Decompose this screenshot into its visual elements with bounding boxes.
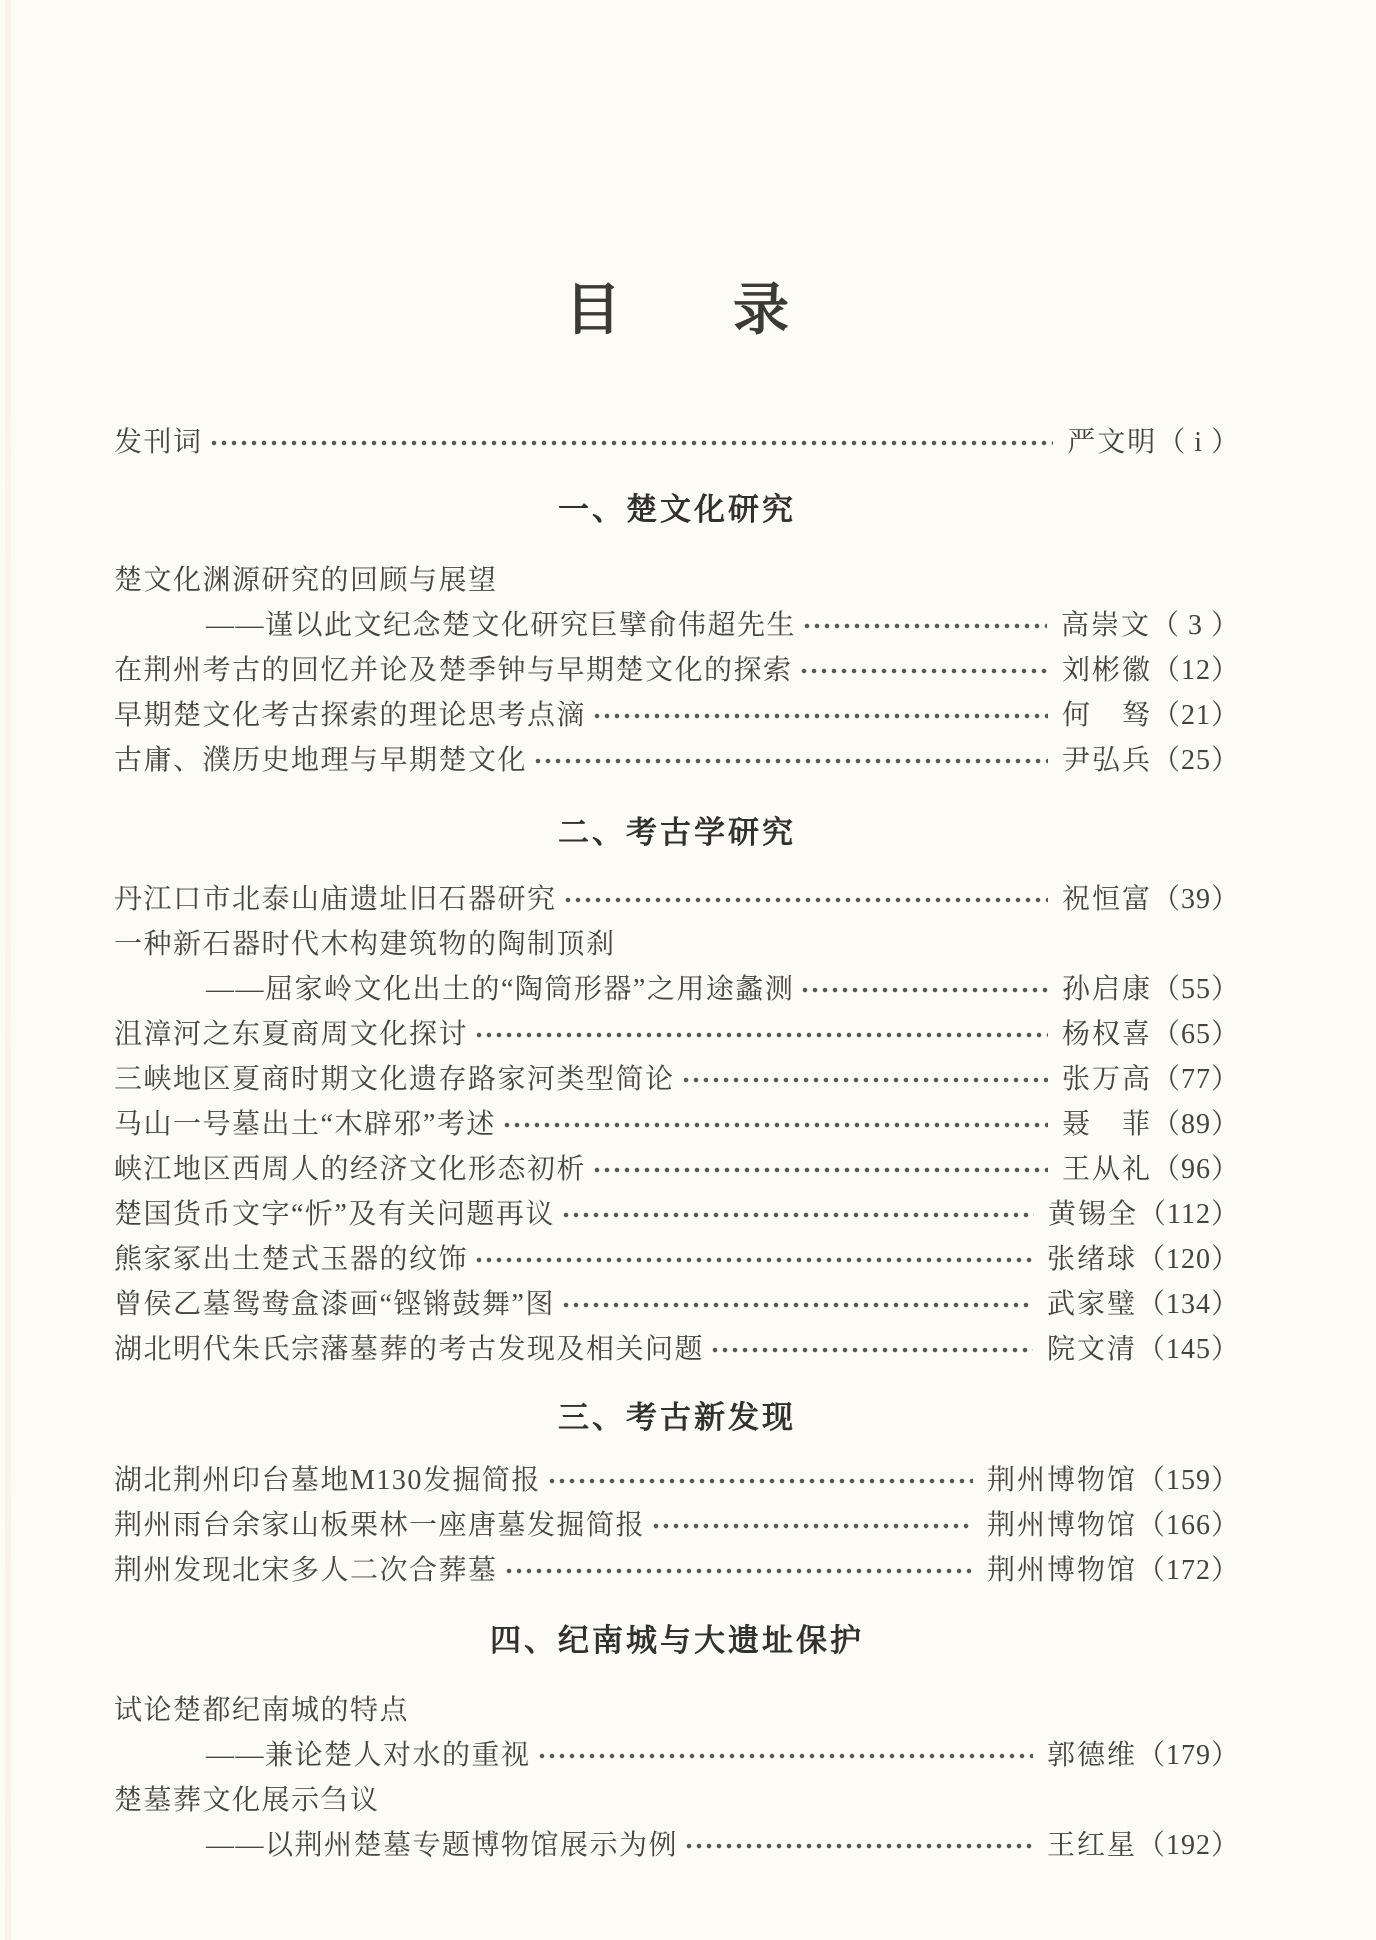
entry-title: 发刊词 — [114, 427, 203, 458]
toc-entry — [114, 1503, 1240, 1548]
dotted-leader — [535, 738, 1048, 783]
dotted-leader — [801, 648, 1048, 693]
toc-entry — [114, 922, 1240, 1012]
toc-entry — [114, 1102, 1240, 1147]
entry-title: 楚墓葬文化展示刍议 — [114, 1785, 380, 1816]
entry-title: 一种新石器时代木构建筑物的陶制顶刹 — [114, 929, 616, 960]
toc-entry — [114, 1327, 1240, 1372]
entry-page: （ i ） — [1157, 427, 1240, 458]
dotted-leader — [565, 877, 1048, 922]
dotted-leader — [476, 1012, 1048, 1057]
entry-page: （112） — [1138, 1199, 1240, 1230]
toc-entry — [114, 1147, 1240, 1192]
toc-entry — [114, 1688, 1240, 1778]
entry-title: 熊家冢出土楚式玉器的纹饰 — [114, 1244, 469, 1275]
entry-author: 王红星 — [1046, 1830, 1137, 1861]
dotted-leader — [712, 1327, 1033, 1372]
toc-entry — [114, 1057, 1240, 1102]
scan-edge-artifact — [5, 0, 11, 1940]
entry-page: （120） — [1136, 1244, 1240, 1275]
entry-author: 祝恒富 — [1061, 884, 1152, 915]
entry-page: （12） — [1151, 655, 1240, 686]
entry-page: （65） — [1151, 1019, 1240, 1050]
section-heading-3: 三、考古新发现 — [558, 1400, 796, 1435]
toc-entry — [114, 1012, 1240, 1057]
toc-entry — [114, 558, 1240, 648]
toc-entry — [114, 420, 1240, 465]
entry-author: 荆州博物馆 — [986, 1555, 1137, 1586]
section-heading-4: 四、纪南城与大遗址保护 — [490, 1623, 864, 1658]
entry-title: 古庸、濮历史地理与早期楚文化 — [114, 745, 528, 776]
section-heading-2: 二、考古学研究 — [558, 815, 796, 850]
dotted-leader — [504, 1102, 1048, 1147]
entry-title: 湖北荆州印台墓地M130发掘简报 — [114, 1465, 541, 1496]
entry-author: 郭德维 — [1046, 1740, 1137, 1771]
dotted-leader — [506, 1548, 973, 1593]
entry-title: 沮漳河之东夏商周文化探讨 — [114, 1019, 469, 1050]
entry-page: （ 3 ） — [1150, 610, 1240, 641]
dotted-leader — [594, 693, 1048, 738]
dotted-leader — [211, 420, 1054, 465]
dotted-leader — [539, 1733, 1033, 1778]
toc-entry — [114, 1282, 1240, 1327]
dotted-leader — [563, 1192, 1034, 1237]
entry-page: （96） — [1151, 1154, 1240, 1185]
entry-page: （89） — [1151, 1109, 1240, 1140]
entry-author: 聂 菲 — [1061, 1109, 1152, 1140]
section-entries-3 — [114, 1458, 1240, 1593]
dotted-leader — [802, 967, 1048, 1012]
entry-subtitle: ——谨以此文纪念楚文化研究巨擘俞伟超先生 — [206, 610, 797, 641]
entry-title: 马山一号墓出土“木辟邪”考述 — [114, 1109, 496, 1140]
entry-page: （179） — [1136, 1740, 1240, 1771]
entry-author: 荆州博物馆 — [986, 1465, 1137, 1496]
toc-entry — [114, 648, 1240, 693]
entry-subtitle: ——兼论楚人对水的重视 — [206, 1740, 531, 1771]
entry-title: 三峡地区夏商时期文化遗存路家河类型简论 — [114, 1064, 675, 1095]
entry-title: 峡江地区西周人的经济文化形态初析 — [114, 1154, 587, 1185]
toc-entry — [114, 693, 1240, 738]
entry-title: 试论楚都纪南城的特点 — [114, 1695, 410, 1726]
entry-author: 杨权喜 — [1061, 1019, 1152, 1050]
section-entries-2 — [114, 877, 1240, 1372]
entry-author: 孙启康 — [1061, 974, 1152, 1005]
entry-author: 严文明 — [1067, 427, 1158, 458]
entry-author: 张万高 — [1061, 1064, 1152, 1095]
entry-title: 湖北明代朱氏宗藩墓葬的考古发现及相关问题 — [114, 1334, 705, 1365]
toc-entry — [114, 738, 1240, 783]
entry-subtitle: ——以荆州楚墓专题博物馆展示为例 — [206, 1830, 679, 1861]
entry-author: 荆州博物馆 — [986, 1510, 1137, 1541]
section-heading-1: 一、楚文化研究 — [558, 492, 796, 527]
dotted-leader — [686, 1823, 1033, 1868]
entry-author: 高崇文 — [1060, 610, 1151, 641]
entry-title: 楚国货币文字“忻”及有关问题再议 — [114, 1199, 555, 1230]
section-entries-1 — [114, 558, 1240, 783]
entry-author: 王从礼 — [1061, 1154, 1152, 1185]
dotted-leader — [683, 1057, 1048, 1102]
dotted-leader — [653, 1503, 973, 1548]
entry-page: （77） — [1151, 1064, 1240, 1095]
entry-page: （39） — [1151, 884, 1240, 915]
entry-page: （145） — [1136, 1334, 1240, 1365]
entry-page: （172） — [1136, 1555, 1240, 1586]
toc-entry — [114, 1458, 1240, 1503]
toc-entry — [114, 1778, 1240, 1868]
entry-subtitle: ——屈家岭文化出土的“陶筒形器”之用途蠡测 — [206, 974, 795, 1005]
toc-entry — [114, 1237, 1240, 1282]
toc-entry — [114, 877, 1240, 922]
entry-author: 武家璧 — [1046, 1289, 1137, 1320]
frontmatter — [114, 420, 1240, 465]
entry-title: 曾侯乙墓鸳鸯盒漆画“铿锵鼓舞”图 — [114, 1289, 555, 1320]
entry-author: 黄锡全 — [1048, 1199, 1139, 1230]
entry-author: 院文清 — [1046, 1334, 1137, 1365]
entry-title: 在荆州考古的回忆并论及楚季钟与早期楚文化的探索 — [114, 655, 793, 686]
entry-page: （159） — [1136, 1465, 1240, 1496]
section-entries-4 — [114, 1688, 1240, 1868]
dotted-leader — [594, 1147, 1048, 1192]
dotted-leader — [549, 1458, 973, 1503]
dotted-leader — [804, 603, 1047, 648]
entry-page: （25） — [1151, 745, 1240, 776]
page-title: 目 录 — [565, 280, 789, 342]
entry-title: 楚文化渊源研究的回顾与展望 — [114, 565, 498, 596]
dotted-leader — [563, 1282, 1033, 1327]
entry-title: 丹江口市北泰山庙遗址旧石器研究 — [114, 884, 557, 915]
entry-title: 荆州雨台余家山板栗林一座唐墓发掘简报 — [114, 1510, 646, 1541]
entry-author: 何 驽 — [1061, 700, 1152, 731]
entry-title: 早期楚文化考古探索的理论思考点滴 — [114, 700, 587, 731]
entry-page: （55） — [1151, 974, 1240, 1005]
entry-page: （21） — [1151, 700, 1240, 731]
entry-page: （134） — [1136, 1289, 1240, 1320]
entry-author: 张绪球 — [1046, 1244, 1137, 1275]
toc-entry — [114, 1192, 1240, 1237]
entry-author: 尹弘兵 — [1061, 745, 1152, 776]
dotted-leader — [476, 1237, 1033, 1282]
entry-author: 刘彬徽 — [1061, 655, 1152, 686]
entry-page: （192） — [1136, 1830, 1240, 1861]
entry-title: 荆州发现北宋多人二次合葬墓 — [114, 1555, 498, 1586]
toc-content — [114, 0, 1240, 1868]
toc-entry — [114, 1548, 1240, 1593]
entry-page: （166） — [1136, 1510, 1240, 1541]
